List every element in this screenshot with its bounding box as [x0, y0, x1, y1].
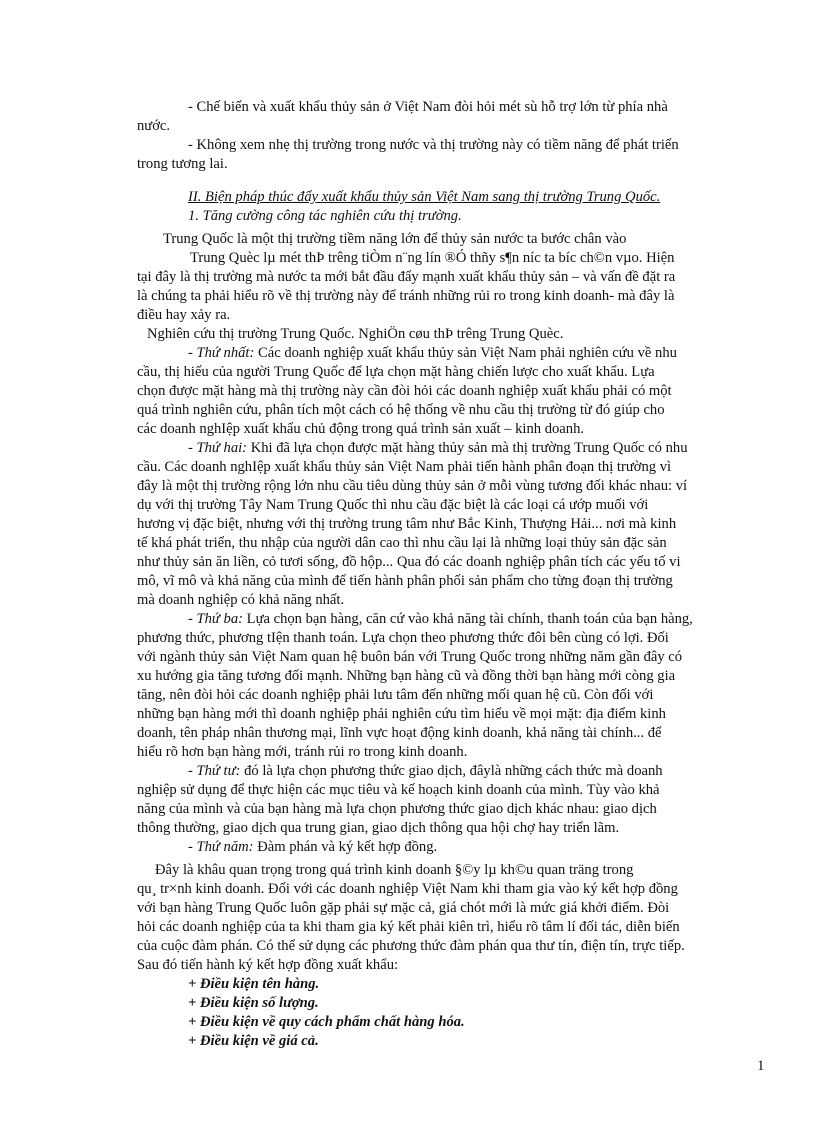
fifth-label: Thứ năm: — [196, 839, 254, 855]
final-line: hỏi các doanh nghiệp của ta khi tham gia ký kết phải kiên trì, hiểu rõ tâm lí đối tác, diễn biến — [137, 919, 680, 935]
first-line: cầu, thị hiếu của người Trung Quốc để lựa chọn mặt hàng chiến lược cho xuất khẩu. Lựa — [137, 364, 655, 380]
second-line: mô, vĩ mô và khả năng của mình để tiến hành phân phối sản phẩm cho từng đoạn thị trường — [137, 573, 673, 589]
second-text: Khi đã lựa chọn được mặt hàng thủy sản mà thị trường Trung Quốc có nhu — [250, 440, 688, 456]
third-label: Thứ ba: — [196, 611, 243, 627]
condition-item: + Điều kiện tên hàng. — [188, 976, 320, 992]
para1-line: Trung Quốc là một thị trường tiềm năng lớn để thủy sản nước ta bước chân vào — [163, 231, 627, 247]
final-line: với bạn hàng Trung Quốc luôn gặp phải sự mặc cả, giá chót mới là mức giá khởi điểm. Đòi — [137, 900, 670, 916]
second-line: dụ với thị trường Tây Nam Trung Quốc thì nhu cầu đặc biệt là các loại cá ướp muối với — [137, 497, 649, 513]
intro-line: - Chế biến và xuất khẩu thủy sản ở Việt Nam đòi hỏi mét sù hỗ trợ lớn từ phía nhà — [188, 99, 668, 115]
third-line: phương thức, phương tIện thanh toán. Lựa chọn theo phương thức đôi bên cùng có lợi. Đối — [137, 630, 669, 646]
second-label: Thứ hai: — [196, 440, 248, 456]
fourth-item: - Thứ tư: đó là lựa chọn phương thức giao dịch, đâylà những cách thức mà doanh — [188, 763, 663, 779]
fourth-line: nghiệp sử dụng để thực hiện các mục tiêu và kế hoạch kinh doanh của mình. Tùy vào khả — [137, 782, 660, 798]
second-line: mà doanh nghiệp có khả năng nhất. — [137, 592, 345, 608]
subheading: 1. Tăng cường công tác nghiên cứu thị trường. — [188, 208, 462, 224]
intro-line: trong tương lai. — [137, 156, 228, 172]
final-line: Sau đó tiến hành ký kết hợp đồng xuất khẩu: — [137, 957, 399, 973]
first-item: - Thứ nhất: Các doanh nghiệp xuất khẩu thủy sản Việt Nam phải nghiên cứu về nhu — [188, 345, 677, 361]
first-label: Thứ nhất: — [196, 345, 255, 361]
second-line: hương vị đặc biệt, nhưng với thị trường trung tâm như Bắc Kinh, Thượng Hải... nơi mà kinh — [137, 516, 677, 532]
section-heading: II. Biện pháp thúc đẩy xuất khẩu thủy sản Việt Nam sang thị trường Trung Quốc. — [188, 189, 661, 205]
para1-line: Trung Quèc lµ mét thÞ trêng tiÒm n¨ng lín ®Ó thñy s¶n níc ta bíc ch©n vµo. Hiện — [190, 250, 675, 266]
second-item: - Thứ hai: Khi đã lựa chọn được mặt hàng thủy sản mà thị trường Trung Quốc có nhu — [188, 440, 688, 456]
page-number: 1 — [757, 1058, 765, 1074]
second-line: cầu. Các doanh nghIệp xuất khẩu thủy sản Việt Nam phải tiến hành phân đoạn thị trường vì — [137, 459, 672, 475]
condition-item: + Điều kiện về giá cả. — [188, 1033, 319, 1049]
second-line: đây là một thị trường rộng lớn nhu cầu tiêu dùng thủy sản ở mỗi vùng tương đối khác nhau: ví — [137, 478, 688, 494]
third-line: xu hướng gia tăng tương đối mạnh. Những bạn hàng cũ và đồng thời bạn hàng mới còng gia — [137, 668, 676, 684]
first-line: các doanh nghIệp xuất khẩu chủ động trong quá trình sản xuất – kinh doanh. — [137, 421, 585, 437]
first-line: quá trình nghiên cứu, phân tích một cách có hệ thống về nhu cầu thị trường từ đó giúp cho — [137, 402, 665, 418]
third-text: Lựa chọn bạn hàng, căn cứ vào khả năng tài chính, thanh toán của bạn hàng, — [246, 611, 693, 627]
para1-line: là chúng ta phải hiểu rõ về thị trường này để tránh những rủi ro trong kinh doanh- mà đây là — [137, 288, 675, 304]
third-line: tăng, nên đòi hỏi các doanh nghiệp phải lưu tâm đến những mối quan hệ cũ. Còn đối với — [137, 687, 654, 703]
third-line: với ngành thủy sản Việt Nam quan hệ buôn bán với Trung Quốc trong những năm gần đây có — [137, 649, 683, 665]
fifth-item: - Thứ năm: Đàm phán và ký kết hợp đồng. — [188, 839, 438, 855]
research-line: Nghiên cứu thị trường Trung Quốc. NghiÖn cøu thÞ trêng Trung Quèc. — [147, 326, 564, 342]
fifth-text: Đàm phán và ký kết hợp đồng. — [257, 839, 438, 855]
fourth-line: năng của mình và của bạn hàng mà lựa chọn phương thức giao dịch khác nhau: giao dịch — [137, 801, 657, 817]
final-line: của cuộc đàm phán. Có thể sử dụng các phương thức đàm phán qua thư tín, điện tín, trực tiếp. — [137, 938, 685, 954]
para1-line: điều hay xảy ra. — [137, 307, 231, 323]
third-line: những bạn hàng mới thì doanh nghiệp phải nghiên cứu tìm hiểu về mọi mặt: địa điểm kinh — [137, 706, 666, 722]
intro-line: - Không xem nhẹ thị trường trong nước và thị trường này có tiềm năng để phát triển — [188, 137, 679, 153]
third-item: - Thứ ba: Lựa chọn bạn hàng, căn cứ vào khả năng tài chính, thanh toán của bạn hàng, — [188, 611, 693, 627]
second-line: như thủy sản ăn liền, cỏ tươi sống, đồ hộp... Qua đó các doanh nghiệp phân tích các yếu tố vi — [137, 554, 681, 570]
fourth-line: thông thường, giao dịch qua trung gian, giao dịch thông qua hội chợ hay triển lãm. — [137, 820, 620, 836]
fourth-label: Thứ tư: — [196, 763, 241, 779]
first-line: chọn được mặt hàng mà thị trường này cần đòi hỏi các doanh nghiệp xuất khẩu phải có một — [137, 383, 672, 399]
first-text: Các doanh nghiệp xuất khẩu thủy sản Việt Nam phải nghiên cứu về nhu — [258, 345, 677, 361]
condition-item: + Điều kiện về quy cách phẩm chất hàng hóa. — [188, 1014, 465, 1030]
condition-item: + Điều kiện số lượng. — [188, 995, 319, 1011]
final-line: Đây là khâu quan trọng trong quá trình kinh doanh §©y lµ kh©u quan träng trong — [155, 862, 634, 878]
final-line: qu¸ tr×nh kinh doanh. Đối với các doanh nghiệp Việt Nam khi tham gia vào ký kết hợp đồng — [137, 881, 678, 897]
para1-line: tại đây là thị trường mà nước ta mới bắt đầu đẩy mạnh xuất khẩu thủy sản – và vấn đề đặt ra — [137, 269, 676, 285]
fourth-text: đó là lựa chọn phương thức giao dịch, đâylà những cách thức mà doanh — [244, 763, 663, 779]
second-line: tế khá phát triển, thu nhập của người dân cao thì nhu cầu lại là những loại thủy sản đặc sản — [137, 535, 667, 551]
third-line: hiểu rõ hơn bạn hàng mới, tránh rủi ro trong kinh doanh. — [137, 744, 468, 760]
intro-line: nước. — [137, 118, 171, 134]
third-line: doanh, tên pháp nhân thương mại, lĩnh vực hoạt động kinh doanh, khả năng tài chính... để — [137, 725, 662, 741]
